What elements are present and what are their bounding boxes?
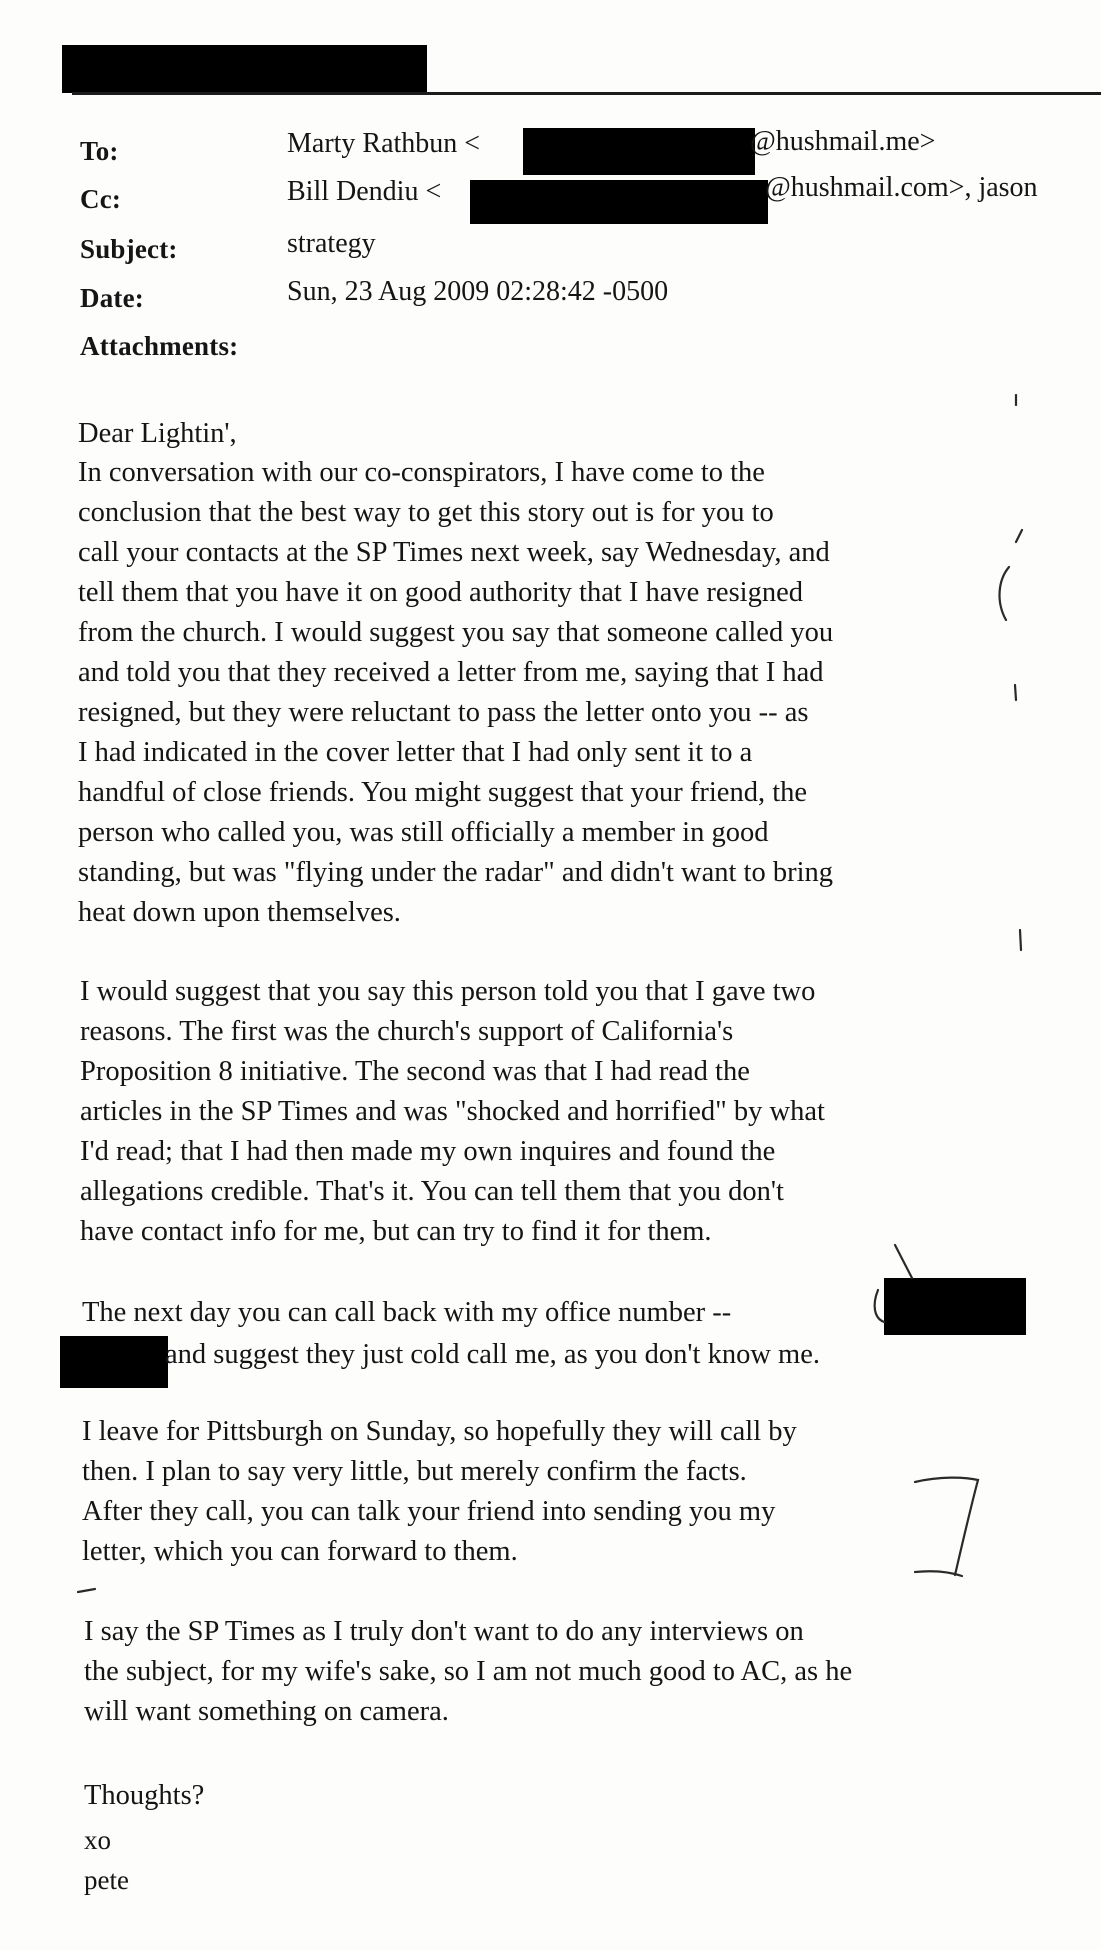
sign-xo: xo — [84, 1825, 111, 1855]
paragraph-line: resigned, but they were reluctant to pass the letter onto you -- as — [78, 697, 809, 728]
paragraph-line: heat down upon themselves. — [78, 897, 401, 928]
pen-bracket-mark — [1000, 567, 1009, 620]
pen-bracket-mark — [915, 1478, 978, 1575]
paragraph-line: allegations credible. That's it. You can tell them that you don't — [80, 1176, 784, 1207]
date-value: Sun, 23 Aug 2009 02:28:42 -0500 — [287, 276, 669, 307]
redaction-to-address — [523, 128, 755, 175]
subject-value: strategy — [287, 228, 376, 259]
greeting: Dear Lightin', — [78, 418, 237, 449]
paragraph-line: I would suggest that you say this person told you that I gave two — [80, 976, 816, 1007]
pen-slash-mark — [895, 1245, 912, 1278]
paragraph-line: tell them that you have it on good authority that I have resigned — [78, 577, 803, 608]
paragraph-2 — [80, 972, 825, 1252]
redaction-bar-top — [62, 45, 427, 93]
closing: Thoughts? — [84, 1780, 205, 1811]
paragraph-line: person who called you, was still officially a member in good — [78, 817, 769, 848]
cc-label: Cc: — [80, 184, 122, 214]
paragraph-line: standing, but was "flying under the radar" and didn't want to bring — [78, 857, 833, 888]
pen-tick-mark — [1015, 685, 1016, 700]
paragraph-line: articles in the SP Times and was "shocked and horrified" by what — [80, 1096, 825, 1127]
paragraph-line: I'd read; that I had then made my own inquires and found the — [80, 1136, 776, 1167]
paragraph-1 — [78, 453, 833, 933]
pen-tick-mark — [1020, 930, 1021, 950]
pen-paren-mark — [875, 1290, 884, 1322]
to-domain: @hushmail.me> — [750, 126, 936, 157]
paragraph-line: Proposition 8 initiative. The second was that I had read the — [80, 1056, 750, 1087]
pen-tick-mark — [1016, 530, 1022, 542]
pen-bracket-mark — [915, 1571, 962, 1576]
paragraph-line: I leave for Pittsburgh on Sunday, so hopefully they will call by — [82, 1416, 797, 1447]
paragraph-line: have contact info for me, but can try to find it for them. — [80, 1216, 712, 1247]
subject-label: Subject: — [80, 234, 178, 264]
paragraph-line: then. I plan to say very little, but merely confirm the facts. — [82, 1456, 747, 1487]
to-name: Marty Rathbun < — [287, 128, 481, 159]
date-label: Date: — [80, 283, 144, 313]
to-label: To: — [80, 136, 119, 166]
paragraph-line: the subject, for my wife's sake, so I am not much good to AC, as he — [84, 1656, 853, 1687]
paragraph-line: from the church. I would suggest you say that someone called you — [78, 617, 834, 648]
paragraph-line: conclusion that the best way to get this story out is for you to — [78, 497, 774, 528]
paragraph-line: handful of close friends. You might suggest that your friend, the — [78, 777, 808, 808]
paragraph-line: will want something on camera. — [84, 1696, 449, 1727]
paragraph-4 — [82, 1412, 797, 1572]
paragraph-line: and told you that they received a letter from me, saying that I had — [78, 657, 824, 688]
cc-name: Bill Dendiu < — [287, 176, 442, 207]
paragraph-line: In conversation with our co-conspirators, I have come to the — [78, 457, 765, 488]
paragraph-line: I had indicated in the cover letter that I had only sent it to a — [78, 737, 753, 768]
redaction-cc-address — [470, 180, 768, 224]
attachments-label: Attachments: — [80, 331, 239, 361]
paragraph-3-line-2: and suggest they just cold call me, as you don't know me. — [165, 1339, 820, 1370]
header-rule — [72, 92, 1101, 95]
paragraph-line: I say the SP Times as I truly don't want to do any interviews on — [84, 1616, 804, 1647]
paragraph-line: call your contacts at the SP Times next week, say Wednesday, and — [78, 537, 830, 568]
paragraph-5 — [84, 1612, 852, 1732]
cc-domain: @hushmail.com>, jason — [765, 172, 1038, 203]
paragraph-line: After they call, you can talk your friend into sending you my — [82, 1496, 776, 1527]
sign-name: pete — [84, 1865, 129, 1895]
paragraph-3-line-1: The next day you can call back with my office number -- — [82, 1297, 732, 1328]
paragraph-line: reasons. The first was the church's support of California's — [80, 1016, 734, 1047]
paragraph-line: letter, which you can forward to them. — [82, 1536, 518, 1567]
redaction-office-number — [884, 1278, 1026, 1335]
pen-dash-mark — [78, 1589, 95, 1592]
redaction-office-number-cont — [60, 1336, 168, 1388]
